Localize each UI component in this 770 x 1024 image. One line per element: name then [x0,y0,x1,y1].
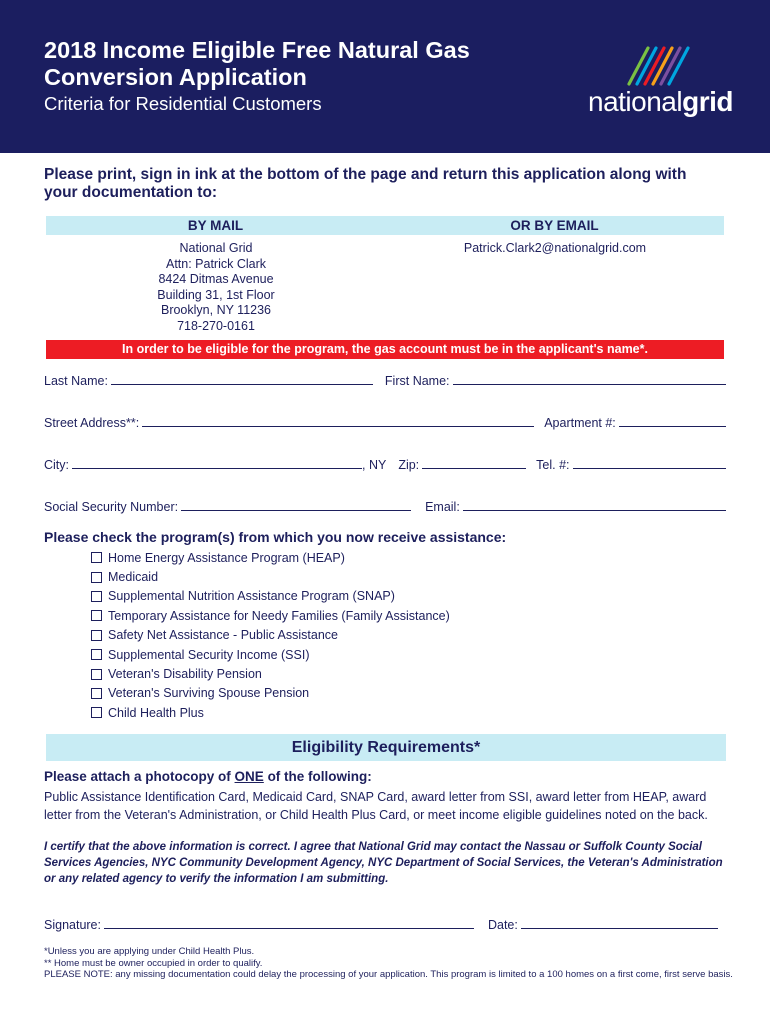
program-item[interactable]: Supplemental Security Income (SSI) [91,645,450,664]
checkbox[interactable] [91,688,102,699]
mail-line: National Grid [179,241,253,255]
zip-label: Zip: [398,458,420,472]
page-subtitle: Criteria for Residential Customers [44,93,322,114]
mailing-address [46,241,386,335]
attach-instruction: Please attach a photocopy of ONE of the following: [44,769,372,784]
signature-field[interactable] [104,919,474,929]
street-address-field[interactable] [142,417,534,427]
apartment-field[interactable] [619,417,726,427]
by-mail-heading: BY MAIL [46,216,385,235]
address-row [44,412,726,430]
checkbox[interactable] [91,630,102,641]
return-instructions: Please print, sign in ink at the bottom of the page and return this application along with your documentation to: [44,166,687,201]
program-item[interactable]: Child Health Plus [91,703,450,722]
checkbox[interactable] [91,707,102,718]
programs-heading: Please check the program(s) from which you now receive assistance: [44,529,507,545]
state-label: , NY [362,458,387,472]
header-banner [0,0,770,153]
footnote: PLEASE NOTE: any missing documentation could delay the processing of your application. This program is limited to a 100 homes on a first come, first serve basis. [44,969,733,980]
mail-line: Attn: Patrick Clark [165,256,267,271]
checkbox[interactable] [91,552,102,563]
program-item[interactable]: Temporary Assistance for Needy Families (Family Assistance) [91,606,450,625]
eligibility-heading: Eligibility Requirements* [46,734,726,761]
footnotes [44,946,734,981]
checkbox[interactable] [91,649,102,660]
ssn-field[interactable] [181,501,411,511]
footnote: ** Home must be owner occupied in order to qualify. [44,957,263,969]
zip-field[interactable] [422,459,526,469]
mail-line: Building 31, 1st Floor [157,287,275,302]
checkbox[interactable] [91,591,102,602]
date-field[interactable] [521,919,718,929]
signature-row [44,914,726,932]
eligibility-notice: In order to be eligible for the program, the gas account must be in the applicant's name*. [46,340,724,359]
street-address-label: Street Address**: [44,416,140,430]
checkbox[interactable] [91,572,102,583]
program-item[interactable]: Home Energy Assistance Program (HEAP) [91,548,450,567]
checkbox[interactable] [91,669,102,680]
mail-line: Brooklyn, NY 11236 [160,303,272,318]
tel-label: Tel. #: [536,458,570,472]
signature-label: Signature: [44,918,101,932]
program-checklist [91,548,450,723]
eligibility-documents: Public Assistance Identification Card, Medicaid Card, SNAP Card, award letter from SSI, award letter from HEAP, award letter from the Veteran's Administration, or Child Health Plus Card, or meet income eligible guidelines noted on the back. [44,790,708,822]
date-label: Date: [487,918,518,932]
last-name-field[interactable] [111,375,373,385]
ssn-row [44,496,726,514]
national-grid-logo-text: nationalgrid [588,86,733,117]
program-item[interactable]: Safety Net Assistance - Public Assistance [91,626,450,645]
email-label: Email: [425,500,460,514]
mail-line: 8424 Ditmas Avenue [158,272,274,287]
email-field[interactable] [463,501,726,511]
first-name-field[interactable] [453,375,726,385]
ssn-label: Social Security Number: [44,500,179,514]
program-item[interactable]: Veteran's Surviving Spouse Pension [91,684,450,703]
certification-statement: I certify that the above information is correct. I agree that National Grid may contact the Nassau or Suffolk County Social Services Agencies, NYC Community Development Agency, NYC Department of Social Services, the Veteran's Administration or any related agency to verify the information I am submitting. [44,841,723,885]
city-row [44,454,726,472]
apartment-label: Apartment #: [544,416,616,430]
checkbox[interactable] [91,610,102,621]
email-address-link[interactable]: Patrick.Clark2@nationalgrid.com [463,241,647,255]
first-name-label: First Name: [384,374,450,388]
program-item[interactable]: Medicaid [91,567,450,586]
name-row [44,370,726,388]
page-title: 2018 Income Eligible Free Natural Gas Conversion Application [44,37,470,90]
tel-field[interactable] [573,459,726,469]
last-name-label: Last Name: [44,374,108,388]
city-label: City: [44,458,69,472]
program-item[interactable]: Veteran's Disability Pension [91,664,450,683]
footnote: *Unless you are applying under Child Health Plus. [44,946,255,957]
mail-line: 718-270-0161 [177,318,255,333]
by-email-heading: OR BY EMAIL [385,216,724,235]
city-field[interactable] [72,459,362,469]
program-item[interactable]: Supplemental Nutrition Assistance Program (SNAP) [91,587,450,606]
